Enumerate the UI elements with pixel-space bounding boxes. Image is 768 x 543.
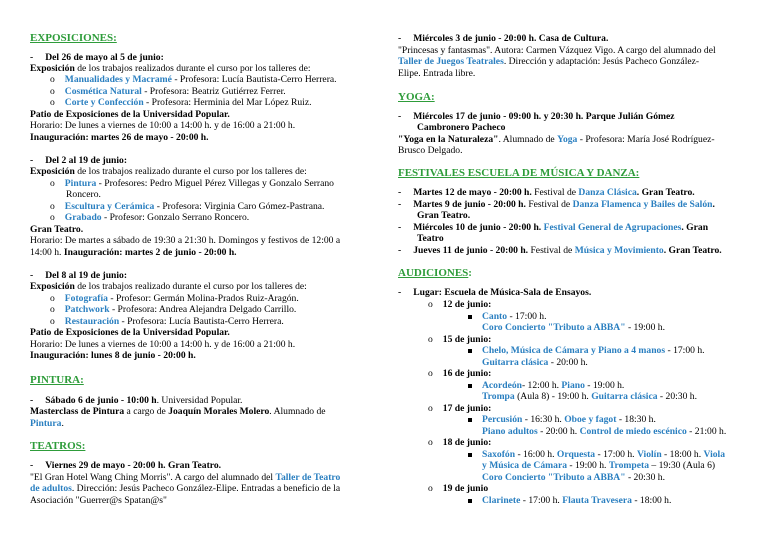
list-item: - Jueves 11 de junio - 20:00 h. Festival de Música y Movimiento. Gran Teatro.	[398, 245, 722, 256]
audition-name: Chelo, Música de Cámara y Piano a 4 manos	[482, 345, 666, 356]
audition-name: Trompa	[482, 391, 515, 402]
audition-time: - 19:00 h.	[567, 460, 609, 471]
audition-day	[428, 483, 488, 494]
audition-day-label: 16 de junio:	[442, 368, 492, 379]
audition-time: - 19:00 h.	[625, 322, 665, 333]
description-line: Asociación "Guerrer@s Spatan@s"	[30, 495, 167, 506]
description-line: "El Gran Hotel Wang Ching Morris". A cargo del alumnado del Taller de Teatro	[30, 472, 341, 483]
list-item: - Miércoles 10 de junio - 20:00 h. Festival General de Agrupaciones. Gran	[398, 222, 709, 233]
audition-name: Saxofón	[482, 448, 516, 460]
inauguration-line: Inauguración: martes 26 de mayo - 20:00 h.	[30, 132, 209, 143]
audition-time: - 17:00 h.	[507, 310, 547, 322]
audition-name: Flauta Travesera	[562, 494, 632, 506]
date-line: Cambronero Pacheco	[417, 122, 506, 133]
list-item: o Pintura - Profesores: Pedro Miguel Pérez Villegas y Gonzalo Serrano	[50, 178, 334, 189]
audition-time: - 18:00 h.	[631, 494, 672, 506]
intro-line: Exposición de los trabajos realizado durante el curso por los talleres de:	[30, 166, 307, 177]
description-line: Elipe. Entrada libre.	[398, 68, 476, 79]
list-item: o Fotografía - Profesor: Germán Molina-Prados Ruiz-Aragón.	[50, 293, 299, 304]
audition-time: – 19:30 (Aula 6)	[649, 460, 716, 471]
audition-name: Acordeón	[482, 379, 522, 391]
audition-name: Coro Concierto "Tributo a ABBA"	[482, 322, 626, 333]
list-item: - Martes 9 de junio - 20:00 h. Festival de Danza Flamenca y Bailes de Salón.	[398, 199, 715, 210]
place-line: Patio de Exposiciones de la Universidad Popular.	[30, 109, 230, 120]
audition-day-label: 15 de junio:	[442, 333, 492, 345]
intro-line: Exposición de los trabajos realizado durante el curso por los talleres de:	[30, 281, 307, 292]
date-line: - Viernes 29 de mayo - 20:00 h. Gran Teatro.	[30, 460, 222, 471]
audition-time: - 12:00 h.	[521, 379, 562, 391]
list-item: o Cosmética Natural - Profesora: Beatriz Gutiérrez Ferrer.	[50, 86, 286, 97]
audition-name: Clarinete	[482, 494, 521, 506]
date-line: - Sábado 6 de junio - 10:00 h. Universidad Popular.	[30, 395, 243, 406]
place-line: - Lugar: Escuela de Música-Sala de Ensayos.	[398, 287, 592, 298]
bullet-icon: o	[428, 368, 433, 379]
audition-time: - 20:00 h.	[548, 356, 588, 368]
date-line: - Miércoles 17 de junio - 09:00 h. y 20:30 h. Parque Julián Gómez	[398, 111, 675, 122]
audition-entry	[482, 495, 671, 506]
audition-name: Coro Concierto "Tributo a ABBA"	[482, 471, 626, 483]
section-heading-exposiciones: EXPOSICIONES:	[30, 32, 117, 44]
audition-time: - 19:00 h.	[584, 379, 625, 391]
description-line: "Yoga en la Naturaleza". Alumnado de Yoga - Profesora: María José Rodríguez-	[398, 134, 715, 145]
audition-entry	[482, 345, 705, 356]
audition-name: Guitarra clásica	[591, 391, 658, 402]
section-heading-festivales: FESTIVALES ESCUELA DE MÚSICA Y DANZA:	[398, 167, 640, 179]
audition-entry	[482, 357, 588, 368]
audition-day-label: 12 de junio:	[442, 299, 492, 310]
audition-time: - 18:00 h.	[661, 448, 704, 460]
audition-name: Violín	[636, 448, 662, 460]
audition-entry	[482, 380, 624, 391]
audition-name: Canto	[482, 310, 508, 322]
audition-entry	[482, 391, 697, 402]
masterclass-line: Masterclass de Pintura a cargo de Joaquín Morales Molero. Alumnado de	[30, 406, 326, 417]
audition-name: Control de miedo escénico	[579, 425, 687, 437]
audition-name: Viola	[703, 448, 725, 460]
square-bullet-icon	[468, 418, 472, 422]
audition-time: - 17:00 h.	[520, 494, 563, 506]
list-item: o Corte y Confección - Profesora: Herminia del Mar López Ruiz.	[50, 97, 312, 108]
audition-time: - 20:30 h.	[657, 391, 697, 402]
masterclass-line: Pintura.	[30, 418, 64, 429]
list-item-continuation: Gran Teatro.	[417, 210, 471, 221]
audition-time: - 20:00 h.	[537, 425, 580, 437]
audition-entry	[482, 472, 665, 483]
hours-line: Horario: De lunes a viernes de 10:00 a 14:00 h. y de 16:00 a 21:00 h.	[30, 339, 296, 350]
audition-entry	[482, 426, 726, 437]
square-bullet-icon	[468, 499, 472, 503]
date-line: - Del 8 al 19 de junio:	[30, 270, 128, 281]
date-line: - Miércoles 3 de junio - 20:00 h. Casa de Cultura.	[398, 33, 609, 44]
place-line: Gran Teatro.	[30, 224, 84, 235]
audition-time: - 17:00 h.	[595, 448, 637, 460]
square-bullet-icon	[468, 384, 472, 388]
audition-day-label: 18 de junio:	[442, 437, 492, 448]
audition-name: Orquesta	[556, 448, 596, 460]
list-item: o Patchwork - Profesora: Andrea Alejandra Delgado Carrillo.	[50, 304, 297, 315]
audition-day-label: 17 de junio:	[442, 402, 492, 414]
hours-line: Horario: De martes a sábado de 19:30 a 21:30 h. Domingos y festivos de 12:00 a	[30, 235, 341, 246]
audition-time: (Aula 8) - 19:00 h.	[514, 391, 592, 402]
square-bullet-icon	[468, 315, 472, 319]
audition-name: Guitarra clásica	[482, 356, 549, 368]
audition-entry	[482, 449, 725, 460]
description-line: "Princesas y fantasmas". Autora: Carmen Vázquez Vigo. A cargo del alumnado del	[398, 45, 716, 56]
audition-name: Oboe y fagot	[564, 414, 617, 425]
list-item: o Restauración - Profesora: Lucía Bautista-Cerro Herrera.	[50, 316, 284, 327]
list-item: o Manualidades y Macramé - Profesora: Lucía Bautista-Cerro Herrera.	[50, 74, 337, 85]
bullet-icon: o	[428, 333, 433, 345]
date-line: - Del 26 de mayo al 5 de junio:	[30, 52, 164, 63]
audition-name: Piano adultos	[482, 425, 538, 437]
inauguration-line: Inauguración: lunes 8 de junio - 20:00 h.	[30, 350, 196, 361]
place-line: Patio de Exposiciones de la Universidad Popular.	[30, 327, 230, 338]
audition-entry	[482, 414, 656, 425]
audition-day	[428, 437, 491, 448]
audition-day	[428, 334, 491, 345]
audition-time: - 16:30 h.	[522, 414, 565, 425]
bullet-icon: o	[428, 299, 433, 310]
list-item: o Grabado - Profesor: Gonzalo Serrano Roncero.	[50, 212, 250, 223]
bullet-icon: o	[428, 437, 433, 448]
audition-name: y Música de Cámara	[482, 460, 567, 471]
audition-time: - 18:30 h.	[616, 414, 656, 425]
list-item-continuation: Teatro	[417, 233, 444, 244]
audition-time: - 21:00 h.	[686, 425, 727, 437]
audition-entry	[482, 311, 547, 322]
list-item-continuation: Roncero.	[66, 189, 101, 200]
section-heading-yoga: YOGA:	[398, 91, 435, 103]
audition-time: - 17:00 h.	[665, 345, 705, 356]
audition-name: Trompeta	[608, 460, 649, 471]
square-bullet-icon	[468, 453, 472, 457]
hours-line: 14:00 h. Inauguración: martes 2 de junio - 20:00 h.	[30, 247, 237, 258]
description-line: Taller de Juegos Teatrales. Dirección y adaptación: Jesús Pacheco González-	[398, 56, 700, 67]
audition-day	[428, 299, 491, 310]
section-heading-audiciones: AUDICIONES:	[398, 267, 472, 279]
square-bullet-icon	[468, 349, 472, 353]
description-line: de adultos. Dirección: Jesús Pacheco González-Elipe. Entradas a beneficio de la	[30, 483, 341, 494]
audition-day	[428, 403, 491, 414]
audition-name: Percusión	[482, 414, 523, 425]
audition-time: - 20:30 h.	[625, 471, 665, 483]
section-heading-teatros: TEATROS:	[30, 440, 86, 452]
date-line: - Del 2 al 19 de junio:	[30, 155, 128, 166]
audition-time: - 16:00 h.	[515, 448, 557, 460]
audition-name: Piano	[561, 379, 585, 391]
intro-line: Exposición de los trabajos realizados durante el curso por los talleres de:	[30, 63, 311, 74]
audition-day-label: 19 de junio	[442, 483, 489, 494]
list-item: - Martes 12 de mayo - 20:00 h. Festival de Danza Clásica. Gran Teatro.	[398, 187, 695, 198]
list-item: o Escultura y Cerámica - Profesora: Virginia Caro Gómez-Pastrana.	[50, 201, 325, 212]
bullet-icon: o	[428, 483, 433, 494]
audition-entry	[482, 460, 715, 471]
bullet-icon: o	[428, 402, 433, 414]
hours-line: Horario: De lunes a viernes de 10:00 a 14:00 h. y de 16:00 a 21:00 h.	[30, 120, 296, 131]
section-heading-pintura: PINTURA:	[30, 374, 84, 386]
audition-day	[428, 368, 491, 379]
audition-entry	[482, 322, 665, 333]
description-line: Brusco Delgado.	[398, 145, 463, 156]
